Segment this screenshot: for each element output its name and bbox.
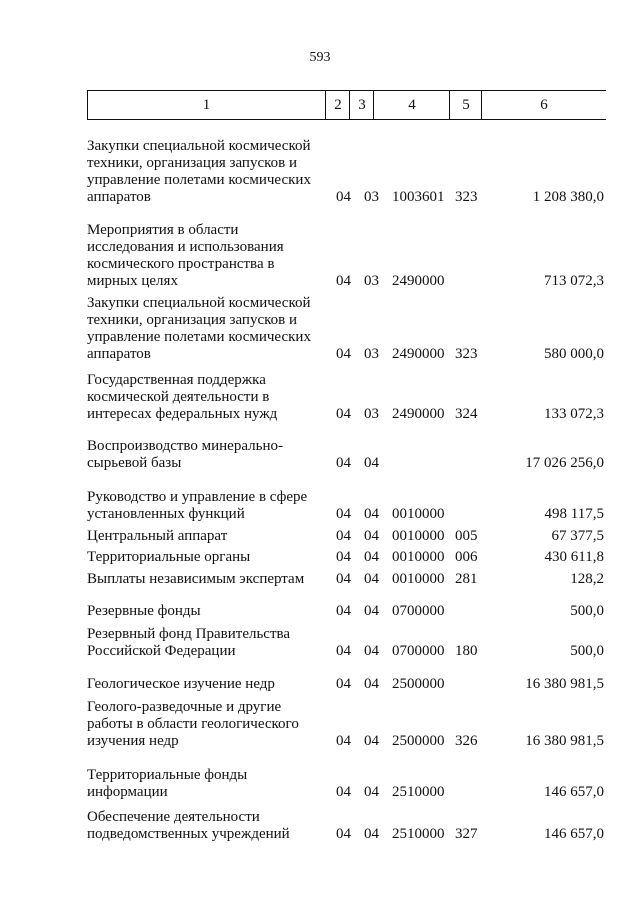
row-section-code: 04 bbox=[336, 676, 351, 692]
header-col-3: 3 bbox=[349, 91, 374, 119]
row-target-code: 0010000 bbox=[392, 528, 445, 544]
row-description: Центральный аппарат bbox=[87, 528, 228, 544]
table-row bbox=[0, 571, 640, 588]
row-expense-code: 180 bbox=[455, 643, 478, 659]
row-description: Геолого-разведочные и другие работы в области геологического изучения недр bbox=[87, 699, 299, 749]
row-amount: 498 117,5 bbox=[544, 506, 604, 522]
row-amount: 580 000,0 bbox=[544, 346, 604, 362]
row-description: Резервный фонд Правительства Российской Федерации bbox=[87, 626, 291, 659]
header-col-1: 1 bbox=[202, 97, 211, 113]
row-subsection-code: 04 bbox=[364, 528, 379, 544]
row-target-code: 2490000 bbox=[392, 346, 445, 362]
row-section-code: 04 bbox=[336, 603, 351, 619]
row-description: Государственная поддержка космической деятельности в интересах федеральных нужд bbox=[87, 372, 278, 422]
row-subsection-code: 03 bbox=[364, 189, 379, 205]
row-amount: 16 380 981,5 bbox=[525, 676, 604, 692]
table-row bbox=[0, 295, 640, 363]
row-amount: 17 026 256,0 bbox=[525, 455, 604, 471]
page-number: 593 bbox=[309, 50, 331, 65]
table-row bbox=[0, 809, 640, 843]
row-target-code: 2490000 bbox=[392, 406, 445, 422]
table-row bbox=[0, 438, 640, 472]
row-description: Закупки специальной космической техники, организация запусков и управление полетами космических аппаратов bbox=[87, 138, 311, 205]
row-subsection-code: 04 bbox=[364, 455, 379, 471]
row-subsection-code: 04 bbox=[364, 733, 379, 749]
row-description: Воспроизводство минерально-сырьевой базы bbox=[87, 438, 283, 471]
row-amount: 128,2 bbox=[570, 571, 604, 587]
row-subsection-code: 04 bbox=[364, 784, 379, 800]
row-amount: 1 208 380,0 bbox=[532, 189, 604, 205]
row-subsection-code: 04 bbox=[364, 506, 379, 522]
row-target-code: 2510000 bbox=[392, 784, 445, 800]
row-section-code: 04 bbox=[336, 189, 351, 205]
table-row bbox=[0, 699, 640, 750]
row-subsection-code: 03 bbox=[364, 273, 379, 289]
row-section-code: 04 bbox=[336, 643, 351, 659]
row-target-code: 2500000 bbox=[392, 733, 445, 749]
row-target-code: 2510000 bbox=[392, 826, 445, 842]
table-row bbox=[0, 528, 640, 545]
row-expense-code: 326 bbox=[455, 733, 478, 749]
row-description: Резервные фонды bbox=[87, 603, 201, 619]
row-target-code: 0010000 bbox=[392, 549, 445, 565]
row-description: Территориальные органы bbox=[87, 549, 251, 565]
table-row bbox=[0, 549, 640, 566]
row-target-code: 1003601 bbox=[392, 189, 445, 205]
row-subsection-code: 04 bbox=[364, 643, 379, 659]
row-expense-code: 327 bbox=[455, 826, 478, 842]
row-section-code: 04 bbox=[336, 273, 351, 289]
table-row bbox=[0, 138, 640, 206]
table-row bbox=[0, 222, 640, 290]
row-expense-code: 324 bbox=[455, 406, 478, 422]
row-amount: 146 657,0 bbox=[544, 784, 604, 800]
row-amount: 500,0 bbox=[570, 603, 604, 619]
row-section-code: 04 bbox=[336, 346, 351, 362]
row-target-code: 0700000 bbox=[392, 643, 445, 659]
row-description: Мероприятия в области исследования и использования космического пространства в мирных целях bbox=[87, 222, 284, 289]
header-col-5: 5 bbox=[449, 91, 482, 119]
header-col-6: 6 bbox=[481, 91, 606, 119]
row-description: Территориальные фонды информации bbox=[87, 767, 248, 800]
row-description: Закупки специальной космической техники, организация запусков и управление полетами космических аппаратов bbox=[87, 295, 311, 362]
row-expense-code: 323 bbox=[455, 346, 478, 362]
row-target-code: 0700000 bbox=[392, 603, 445, 619]
table-row bbox=[0, 603, 640, 620]
row-amount: 67 377,5 bbox=[551, 528, 604, 544]
row-expense-code: 323 bbox=[455, 189, 478, 205]
row-subsection-code: 04 bbox=[364, 549, 379, 565]
row-section-code: 04 bbox=[336, 826, 351, 842]
row-section-code: 04 bbox=[336, 528, 351, 544]
table-row bbox=[0, 626, 640, 660]
row-expense-code: 005 bbox=[455, 528, 478, 544]
row-subsection-code: 03 bbox=[364, 406, 379, 422]
row-expense-code: 006 bbox=[455, 549, 478, 565]
row-amount: 713 072,3 bbox=[544, 273, 604, 289]
table-row bbox=[0, 767, 640, 801]
row-target-code: 2490000 bbox=[392, 273, 445, 289]
row-description: Выплаты независимым экспертам bbox=[87, 571, 305, 587]
row-section-code: 04 bbox=[336, 455, 351, 471]
row-section-code: 04 bbox=[336, 784, 351, 800]
row-section-code: 04 bbox=[336, 506, 351, 522]
row-description: Обеспечение деятельности подведомственных учреждений bbox=[87, 809, 290, 842]
row-amount: 16 380 981,5 bbox=[525, 733, 604, 749]
row-target-code: 0010000 bbox=[392, 506, 445, 522]
row-amount: 430 611,8 bbox=[544, 549, 604, 565]
row-subsection-code: 04 bbox=[364, 826, 379, 842]
row-amount: 133 072,3 bbox=[544, 406, 604, 422]
row-section-code: 04 bbox=[336, 549, 351, 565]
row-target-code: 0010000 bbox=[392, 571, 445, 587]
row-amount: 146 657,0 bbox=[544, 826, 604, 842]
table-row bbox=[0, 676, 640, 693]
row-amount: 500,0 bbox=[570, 643, 604, 659]
row-subsection-code: 04 bbox=[364, 603, 379, 619]
table-row bbox=[0, 489, 640, 523]
header-col-4: 4 bbox=[373, 91, 450, 119]
row-subsection-code: 03 bbox=[364, 346, 379, 362]
row-expense-code: 281 bbox=[455, 571, 478, 587]
row-section-code: 04 bbox=[336, 406, 351, 422]
row-subsection-code: 04 bbox=[364, 571, 379, 587]
table-row bbox=[0, 372, 640, 423]
table-header bbox=[87, 90, 606, 120]
row-description: Геологическое изучение недр bbox=[87, 676, 275, 692]
row-section-code: 04 bbox=[336, 571, 351, 587]
row-section-code: 04 bbox=[336, 733, 351, 749]
header-col-2: 2 bbox=[325, 91, 350, 119]
row-target-code: 2500000 bbox=[392, 676, 445, 692]
row-subsection-code: 04 bbox=[364, 676, 379, 692]
row-description: Руководство и управление в сфере установленных функций bbox=[87, 489, 308, 522]
